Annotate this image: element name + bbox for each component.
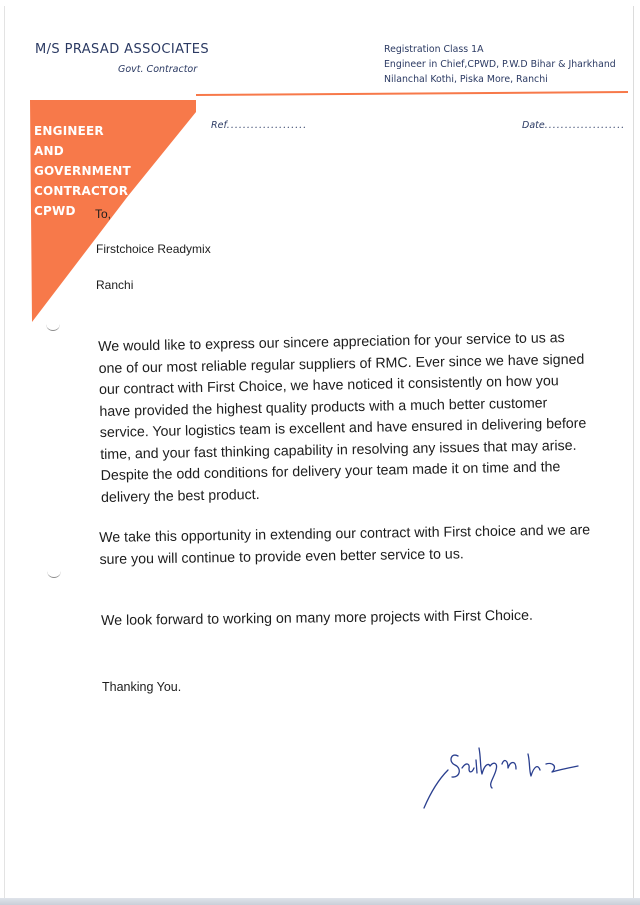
ref-dots: .................... bbox=[226, 120, 308, 131]
date-dots: .................... bbox=[544, 120, 626, 131]
paragraph: We would like to express our sincere appreciation for your service to us as one of our most reliable regular suppliers of RMC. Ever since we have signed our contract with First Choice, we have noticed it consistently on how you have provided the highest quality products with a much better customer service. Your logistics team is excellent and have ensured in delivering before time, and your fast thinking capability in resolving any issues that may arise. Despite the odd conditions for delivery your team made it on time and the delivery the best product. bbox=[98, 330, 587, 506]
scan-bottom-strip bbox=[0, 898, 640, 905]
banner-line: CONTRACTOR bbox=[34, 184, 129, 198]
header-rule bbox=[196, 92, 628, 95]
ref-field bbox=[211, 120, 307, 131]
paragraph: We take this opportunity in extending our contract with First choice and we are sure you will continue to provide even better service to us. bbox=[99, 522, 591, 568]
firm-name: M/S PRASAD ASSOCIATES bbox=[35, 42, 209, 57]
registration-line: Registration Class 1A bbox=[384, 44, 484, 55]
firm-subtitle: Govt. Contractor bbox=[118, 64, 198, 75]
registration-block bbox=[384, 42, 616, 87]
salutation: To, bbox=[95, 207, 112, 221]
banner-line: AND bbox=[34, 144, 64, 158]
ref-label: Ref bbox=[211, 120, 227, 131]
signature bbox=[418, 736, 588, 816]
registration-line: Nilanchal Kothi, Piska More, Ranchi bbox=[384, 74, 548, 85]
banner-line: CPWD bbox=[34, 204, 76, 218]
banner-line: ENGINEER bbox=[34, 124, 104, 138]
date-field bbox=[522, 120, 625, 131]
closing: Thanking You. bbox=[102, 680, 182, 694]
banner-text bbox=[34, 121, 131, 221]
registration-line: Engineer in Chief,CPWD, P.W.D Bihar & Jharkhand bbox=[384, 59, 616, 70]
banner-line: GOVERNMENT bbox=[34, 164, 131, 178]
date-label: Date bbox=[522, 120, 545, 131]
recipient-city: Ranchi bbox=[96, 278, 134, 292]
recipient-name: Firstchoice Readymix bbox=[96, 242, 211, 256]
paragraph: We look forward to working on many more projects with First Choice. bbox=[101, 607, 534, 629]
